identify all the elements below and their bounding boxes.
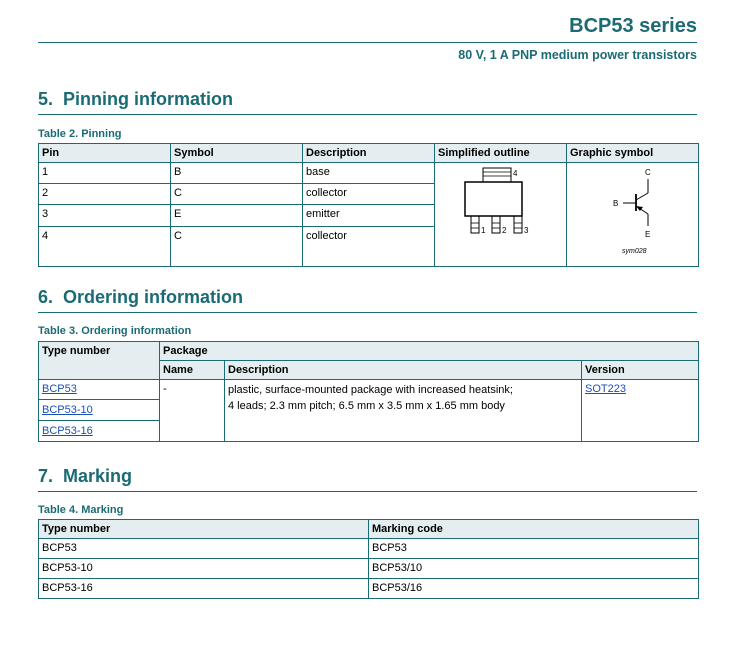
document-title: BCP53 series <box>569 15 697 37</box>
symbol-code: sym028 <box>622 248 647 255</box>
table-cell: E <box>171 205 303 226</box>
table-cell: emitter <box>303 205 435 226</box>
column-header: Graphic symbol <box>567 144 699 163</box>
pnp-transistor-symbol <box>567 163 697 259</box>
table-cell: BCP53 <box>39 539 369 559</box>
table-row <box>39 579 699 599</box>
section-heading: Pinning information <box>63 89 234 109</box>
section-number: 5. <box>38 89 54 109</box>
version-cell <box>582 380 699 442</box>
pin3-label: 3 <box>524 226 529 235</box>
section-number: 7. <box>38 466 54 486</box>
section-title-pinning <box>38 89 233 110</box>
section-rule <box>38 491 697 492</box>
column-header: Simplified outline <box>435 144 567 163</box>
table-cell: collector <box>303 226 435 266</box>
document-subtitle: 80 V, 1 A PNP medium power transistors <box>458 48 697 62</box>
section-rule <box>38 114 697 115</box>
table-header-row <box>39 144 699 163</box>
table-cell: 2 <box>39 184 171 205</box>
table-header-row <box>39 342 699 361</box>
base-label: B <box>613 199 619 208</box>
table-cell: C <box>171 226 303 266</box>
pin1-label: 1 <box>481 226 486 235</box>
table-row <box>39 539 699 559</box>
ordering-table <box>38 341 699 442</box>
section-heading: Ordering information <box>63 287 244 307</box>
section-heading: Marking <box>63 466 133 486</box>
type-link-bcp53-10[interactable]: BCP53-10 <box>42 404 93 416</box>
type-link-bcp53[interactable]: BCP53 <box>42 383 77 395</box>
table-cell: B <box>171 163 303 184</box>
section-number: 6. <box>38 287 54 307</box>
section-title-ordering <box>38 287 243 308</box>
outline-cell <box>435 163 567 267</box>
column-header: Type number <box>39 520 369 539</box>
sot223-outline-drawing <box>435 163 565 259</box>
table-cell: BCP53-10 <box>39 559 369 579</box>
table-caption-ordering: Table 3. Ordering information <box>38 325 192 337</box>
type-cell <box>39 421 160 442</box>
description-line: plastic, surface-mounted package with increased heatsink; <box>228 384 513 396</box>
column-header: Symbol <box>171 144 303 163</box>
table-cell: base <box>303 163 435 184</box>
table-cell: 1 <box>39 163 171 184</box>
column-header: Description <box>303 144 435 163</box>
column-header: Package <box>160 342 699 361</box>
type-cell <box>39 380 160 400</box>
table-cell: - <box>160 380 225 442</box>
column-header: Pin <box>39 144 171 163</box>
table-row <box>39 380 699 400</box>
description-line: 4 leads; 2.3 mm pitch; 6.5 mm x 3.5 mm x 1.65 mm body <box>228 400 505 412</box>
marking-table <box>38 519 699 599</box>
header-rule <box>38 42 697 43</box>
type-link-bcp53-16[interactable]: BCP53-16 <box>42 425 93 437</box>
table-header-row <box>39 520 699 539</box>
table-cell: 3 <box>39 205 171 226</box>
version-link-sot223[interactable]: SOT223 <box>585 383 626 395</box>
table-cell: BCP53 <box>369 539 699 559</box>
type-cell <box>39 400 160 421</box>
collector-label: C <box>645 168 651 177</box>
table-cell: BCP53/10 <box>369 559 699 579</box>
pin4-label: 4 <box>513 169 518 178</box>
table-cell: BCP53-16 <box>39 579 369 599</box>
table-cell: C <box>171 184 303 205</box>
column-header: Version <box>582 361 699 380</box>
table-caption-pinning: Table 2. Pinning <box>38 128 122 140</box>
section-title-marking <box>38 466 132 487</box>
table-cell: collector <box>303 184 435 205</box>
section-rule <box>38 312 697 313</box>
graphic-symbol-cell <box>567 163 699 267</box>
column-header: Marking code <box>369 520 699 539</box>
column-header: Name <box>160 361 225 380</box>
table-caption-marking: Table 4. Marking <box>38 504 124 516</box>
column-header: Description <box>225 361 582 380</box>
table-cell: 4 <box>39 226 171 266</box>
emitter-label: E <box>645 230 651 239</box>
pinning-table <box>38 143 699 267</box>
table-cell: BCP53/16 <box>369 579 699 599</box>
table-row <box>39 163 699 184</box>
column-header: Type number <box>39 342 160 380</box>
table-row <box>39 559 699 579</box>
package-description <box>225 380 582 442</box>
pin2-label: 2 <box>502 226 507 235</box>
